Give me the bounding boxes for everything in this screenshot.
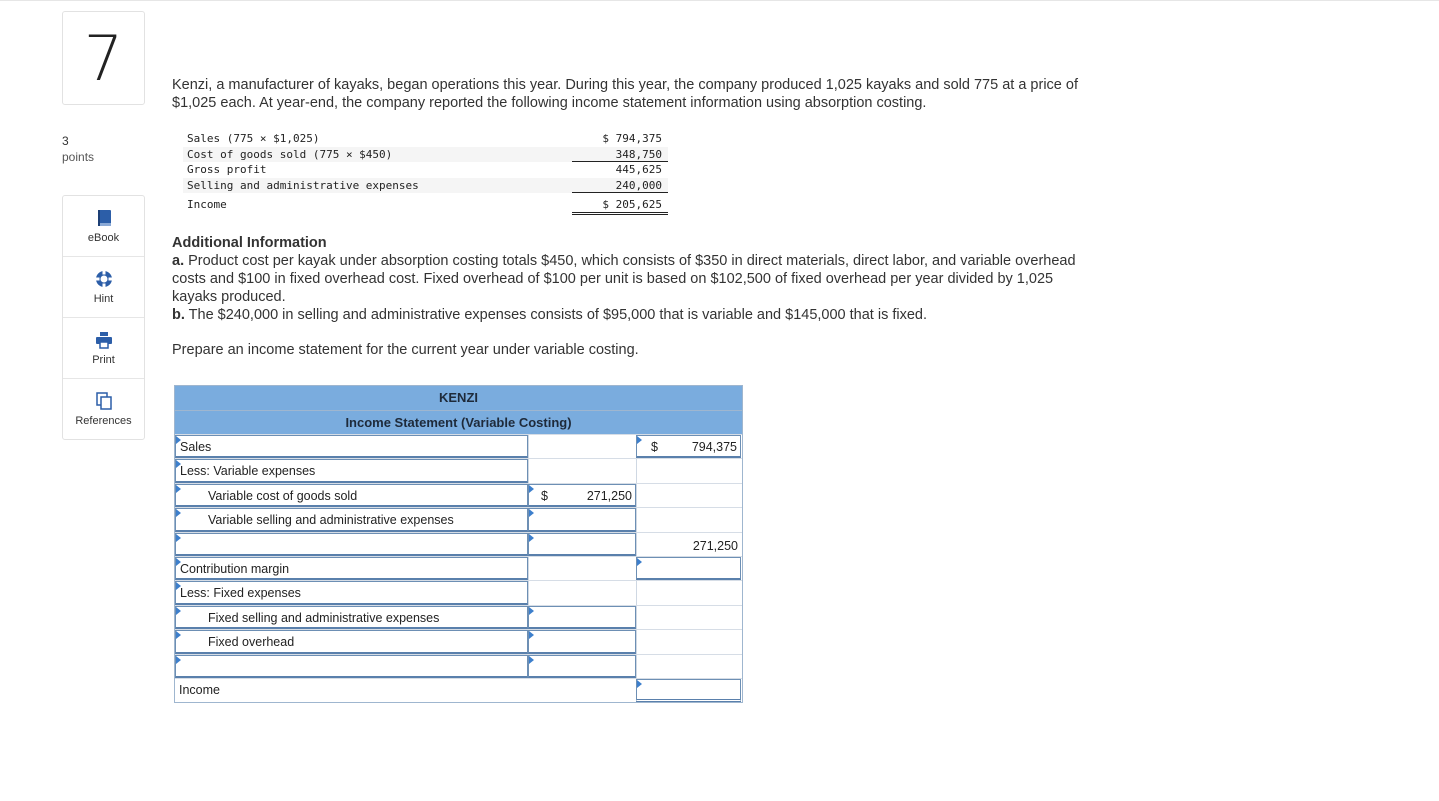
- print-label: Print: [92, 354, 115, 366]
- table-row: [175, 605, 742, 629]
- total-fixed-label-input[interactable]: [175, 655, 528, 678]
- given-row: [183, 178, 668, 194]
- cell-text: Variable cost of goods sold: [208, 488, 358, 503]
- cell-text: Less: Variable expenses: [180, 464, 316, 479]
- additional-information: [172, 234, 1102, 324]
- given-label: Gross profit: [187, 163, 267, 176]
- references-button[interactable]: [63, 379, 144, 439]
- given-label: Selling and administrative expenses: [187, 178, 419, 192]
- ebook-button[interactable]: [63, 196, 144, 257]
- cell-text: Variable selling and administrative expenses: [208, 513, 454, 528]
- total-variable-cell: [636, 533, 741, 556]
- ebook-label: eBook: [87, 232, 120, 244]
- dropdown-marker: [176, 534, 181, 542]
- cm-amount-input[interactable]: [636, 557, 741, 580]
- given-label: Cost of goods sold (775 × $450): [187, 147, 393, 161]
- double-underline: [572, 212, 668, 215]
- book-icon: [95, 209, 113, 227]
- cell-text: Less: Fixed expenses: [180, 586, 301, 601]
- question-prompt: Prepare an income statement for the current year under variable costing.: [172, 342, 639, 358]
- given-value: 445,625: [615, 163, 662, 176]
- vcogs-amount-input[interactable]: [528, 484, 636, 507]
- table-row: [175, 532, 742, 556]
- table-row: [175, 458, 742, 482]
- empty-cell: [636, 630, 741, 653]
- dropdown-marker: [176, 607, 181, 615]
- less-fixed-label-input[interactable]: [175, 581, 528, 604]
- item-b-text: The $240,000 in selling and administrative expenses consists of $95,000 that is variable and $145,000 that is fixed.: [184, 307, 928, 323]
- total-variable-label-input[interactable]: [175, 533, 528, 556]
- total-fixed-sub-input[interactable]: [528, 655, 636, 678]
- empty-cell: [636, 581, 741, 604]
- given-row: [183, 162, 668, 178]
- dropdown-marker: [529, 607, 534, 615]
- given-value: $ 205,625: [602, 198, 662, 211]
- item-a-text: Product cost per kayak under absorption costing totals $450, which consists of $350 in direct materials, direct labor, and variable overhead costs and $100 in fixed overhead cost. Fixed overhead of $100 per unit is based on $102,500 of fixed overhead per year divided by 1,025 kayaks produced.: [172, 253, 1076, 305]
- dropdown-marker: [176, 460, 181, 468]
- income-amount-input[interactable]: [636, 679, 741, 702]
- dropdown-marker: [637, 436, 642, 444]
- dropdown-marker: [529, 534, 534, 542]
- table-row: [175, 654, 742, 678]
- table-row: [175, 483, 742, 507]
- given-row: [183, 147, 668, 163]
- empty-cell: [636, 459, 741, 482]
- given-label: Sales (775 × $1,025): [187, 132, 320, 145]
- dropdown-marker: [176, 582, 181, 590]
- question-text: Kenzi, a manufacturer of kayaks, began operations this year. During this year, the company produced 1,025 kayaks and sold 775 at a price of $1,025 each. At year-end, the company reported the following income statement information using absorption costing.: [172, 77, 1078, 111]
- item-a-marker: a.: [172, 253, 185, 269]
- sales-amount-input[interactable]: [636, 435, 741, 458]
- empty-cell: [528, 557, 636, 580]
- cell-value: 794,375: [691, 440, 737, 454]
- table-row: [175, 629, 742, 653]
- cell-text: Sales: [180, 440, 212, 454]
- cell-value: 271,250: [692, 538, 738, 553]
- empty-cell: [636, 508, 741, 531]
- given-value: $ 794,375: [602, 132, 662, 145]
- print-button[interactable]: [63, 318, 144, 379]
- references-label: References: [75, 415, 132, 427]
- given-value: 240,000: [615, 178, 662, 192]
- tools-panel: [62, 195, 145, 440]
- additional-heading: Additional Information: [172, 235, 327, 251]
- cell-text: Contribution margin: [180, 561, 290, 576]
- cell-text: Income: [179, 682, 220, 697]
- lifebuoy-icon: [95, 270, 113, 288]
- vsa-label-input[interactable]: [175, 508, 528, 531]
- dropdown-marker: [529, 656, 534, 664]
- empty-cell: [528, 679, 636, 702]
- given-label: Income: [187, 198, 227, 211]
- cell-value: 271,250: [586, 488, 632, 503]
- dropdown-marker: [176, 485, 181, 493]
- dropdown-marker: [529, 509, 534, 517]
- cell-text: Fixed selling and administrative expenses: [208, 610, 440, 625]
- table-row: [175, 434, 742, 458]
- fsa-amount-input[interactable]: [528, 606, 636, 629]
- hint-label: Hint: [93, 293, 114, 305]
- table-row: [175, 556, 742, 580]
- vcogs-label-input[interactable]: [175, 484, 528, 507]
- dropdown-marker: [176, 558, 181, 566]
- dropdown-marker: [529, 631, 534, 639]
- empty-cell: [636, 606, 741, 629]
- dropdown-marker: [637, 558, 642, 566]
- vsa-amount-input[interactable]: [528, 508, 636, 531]
- empty-cell: [528, 459, 636, 482]
- dropdown-marker: [176, 436, 181, 444]
- top-divider: [0, 0, 1439, 1]
- printer-icon: [95, 331, 113, 349]
- fsa-label-input[interactable]: [175, 606, 528, 629]
- income-label-cell: [175, 679, 528, 702]
- points-indicator: [62, 133, 94, 165]
- table-row: [175, 580, 742, 604]
- total-variable-sub-input[interactable]: [528, 533, 636, 556]
- given-value: 348,750: [615, 147, 662, 161]
- dropdown-marker: [176, 509, 181, 517]
- points-label: points: [62, 150, 95, 164]
- dropdown-marker: [529, 485, 534, 493]
- empty-cell: [528, 581, 636, 604]
- given-income-statement: [183, 131, 668, 215]
- hint-button[interactable]: [63, 257, 144, 318]
- documents-icon: [95, 392, 113, 410]
- empty-cell: [528, 435, 636, 458]
- cm-label-input[interactable]: [175, 557, 528, 580]
- less-variable-label-input[interactable]: [175, 459, 528, 482]
- statement-company: KENZI: [175, 385, 742, 410]
- statement-title: Income Statement (Variable Costing): [175, 410, 742, 435]
- table-row: [175, 678, 742, 702]
- given-row: [183, 195, 668, 215]
- question-number: 7: [62, 11, 145, 105]
- dropdown-marker: [637, 680, 642, 688]
- dollar-sign: $: [651, 440, 658, 454]
- dollar-sign: $: [541, 488, 548, 503]
- foh-amount-input[interactable]: [528, 630, 636, 653]
- table-row: [175, 507, 742, 531]
- foh-label-input[interactable]: [175, 630, 528, 653]
- empty-cell: [636, 655, 741, 678]
- item-b-marker: b.: [172, 307, 185, 323]
- empty-cell: [636, 484, 741, 507]
- answer-income-statement: [174, 385, 743, 703]
- underline: [572, 192, 668, 193]
- points-value: 3: [62, 134, 69, 148]
- dropdown-marker: [176, 656, 181, 664]
- cell-text: Fixed overhead: [208, 635, 295, 650]
- sales-label-input[interactable]: [175, 435, 528, 458]
- dropdown-marker: [176, 631, 181, 639]
- given-row: [183, 131, 668, 147]
